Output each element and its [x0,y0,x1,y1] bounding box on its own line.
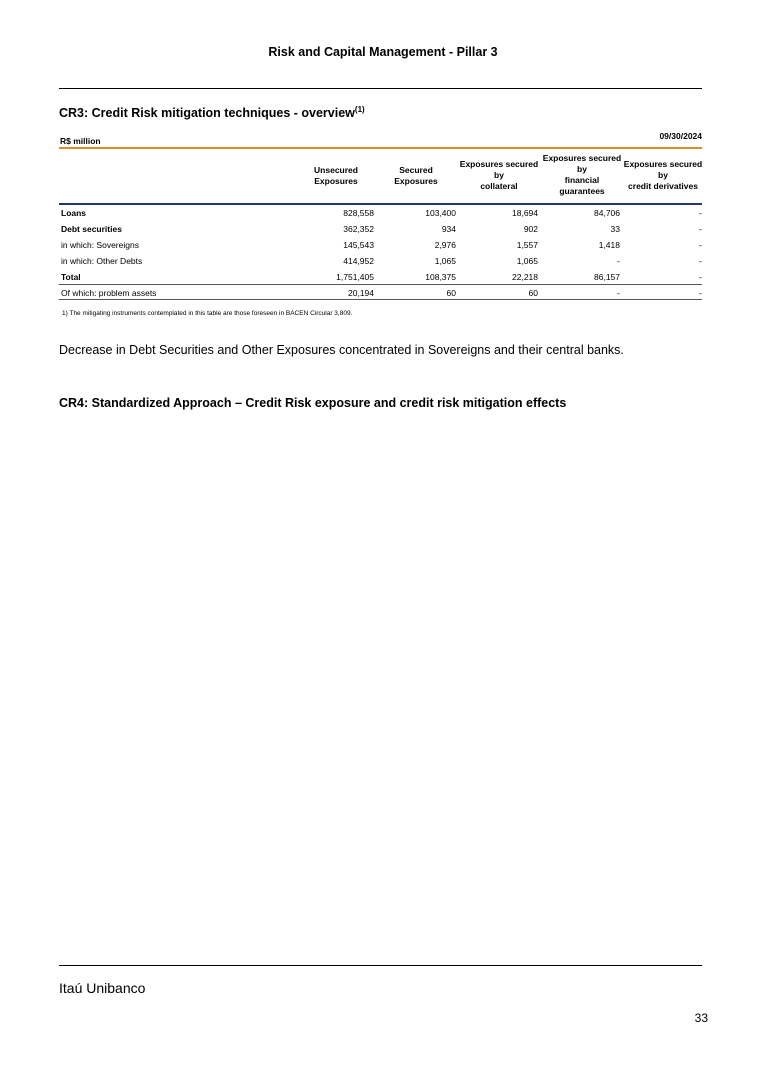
col-header-line: by [658,170,668,180]
cell-problem-collateral: 60 [528,288,538,298]
cell-sovereigns-derivatives: - [699,240,702,250]
footer-brand: Itaú Unibanco [59,980,146,996]
row-label-debt-securities: Debt securities [61,224,122,234]
cr3-title-text: CR3: Credit Risk mitigation techniques - overview [59,106,355,121]
col-header-line: Secured [399,165,433,175]
cell-loans-unsecured: 828,558 [343,208,374,218]
header-divider [59,88,702,89]
cell-problem-guarantees: - [617,288,620,298]
cell-other-guarantees: - [617,256,620,266]
unit-label: R$ million [60,136,101,146]
cell-other-unsecured: 414,952 [343,256,374,266]
col-header-line: Exposures secured [542,153,622,163]
row-label-problem-assets: Of which: problem assets [61,288,157,298]
col-header-collateral [456,159,542,192]
cell-debt-guarantees: 33 [610,224,620,234]
cr3-title-footnote-ref: (1) [354,105,365,114]
cell-sovereigns-secured: 2,976 [434,240,456,250]
table-top-rule [59,147,702,149]
col-header-line: by [494,170,504,180]
col-header-credit-derivatives [620,159,706,192]
cell-other-secured: 1,065 [434,256,456,266]
table-bottom-rule [59,299,702,300]
cell-problem-unsecured: 20,194 [348,288,374,298]
col-header-line: financial [564,175,600,185]
cell-sovereigns-guarantees: 1,418 [598,240,620,250]
footer-divider [59,965,702,966]
col-header-line: Exposures secured [623,159,703,169]
cell-total-guarantees: 86,157 [594,272,620,282]
cell-problem-secured: 60 [446,288,456,298]
cell-problem-derivatives: - [699,288,702,298]
table-header-rule [59,203,702,205]
col-header-line: Exposures secured [459,159,539,169]
row-label-loans: Loans [61,208,87,218]
table-footnote: 1) The mitigating instruments contemplated in this table are those foreseen in BACEN Circular 3,809. [62,310,353,317]
col-header-line: guarantees [559,186,605,196]
cell-loans-secured: 103,400 [425,208,456,218]
col-header-line: collateral [480,181,518,191]
col-header-financial-guarantees [538,153,626,197]
cell-total-unsecured: 1,751,405 [336,272,374,282]
cell-other-derivatives: - [699,256,702,266]
cr4-title: CR4: Standardized Approach – Credit Risk exposure and credit risk mitigation effects [59,396,567,410]
page-header-title: Risk and Capital Management - Pillar 3 [268,45,498,59]
row-label-total: Total [61,272,81,282]
row-label-sovereigns: in which: Sovereigns [61,240,139,250]
page-number: 33 [694,1011,708,1025]
row-label-other-debts: in which: Other Debts [61,256,143,266]
cell-sovereigns-unsecured: 145,543 [343,240,374,250]
cell-debt-collateral: 902 [523,224,538,234]
cell-debt-unsecured: 362,352 [343,224,374,234]
cell-debt-secured: 934 [441,224,456,234]
cell-loans-derivatives: - [699,208,702,218]
cell-total-collateral: 22,218 [512,272,538,282]
col-header-unsecured [300,165,372,187]
cell-sovereigns-collateral: 1,557 [516,240,538,250]
col-header-line: Unsecured [314,165,358,175]
col-header-secured [380,165,452,187]
cell-total-derivatives: - [699,272,702,282]
cr3-title [59,105,365,120]
date-label: 09/30/2024 [659,131,702,141]
col-header-line: Exposures [394,176,438,186]
cell-loans-collateral: 18,694 [512,208,538,218]
cell-debt-derivatives: - [699,224,702,234]
cell-loans-guarantees: 84,706 [594,208,620,218]
col-header-line: Exposures [314,176,358,186]
cell-total-secured: 108,375 [425,272,456,282]
total-row-rule [59,284,702,285]
col-header-line: by [577,164,587,174]
cell-other-collateral: 1,065 [516,256,538,266]
col-header-line: credit derivatives [628,181,698,191]
commentary-text: Decrease in Debt Securities and Other Exposures concentrated in Sovereigns and their central banks. [59,343,624,357]
